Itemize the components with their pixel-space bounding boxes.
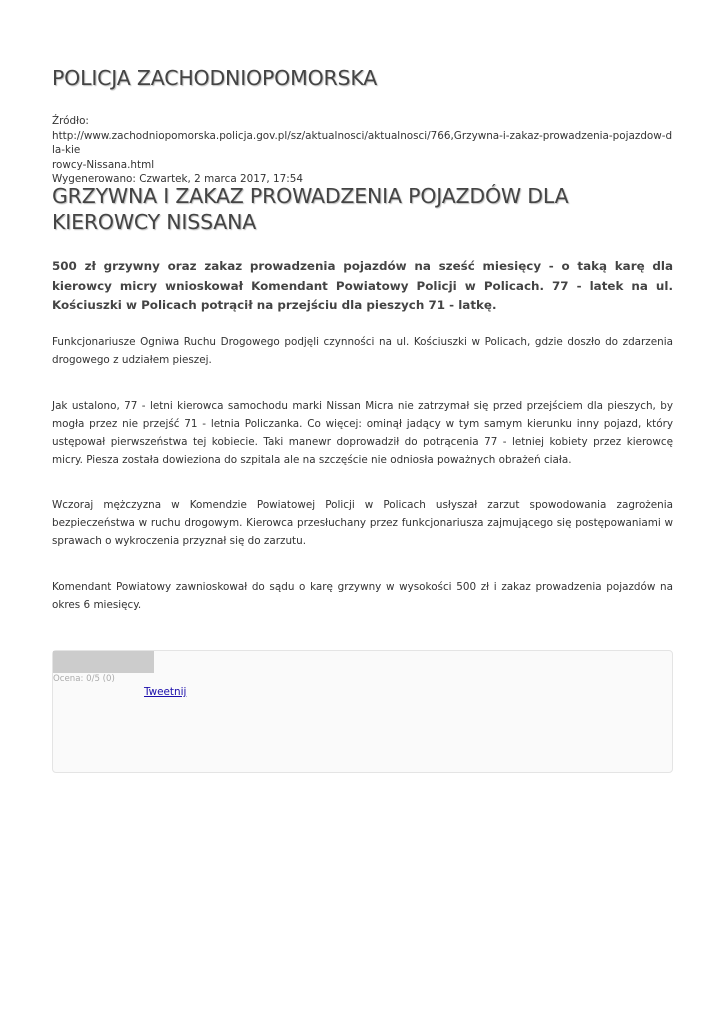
source-url-line-1: http://www.zachodniopomorska.policja.gov.pl/sz/aktualnosci/aktualnosci/766,Grzywna-i-zakaz-prowadzenia-pojazdow-dla-kie xyxy=(52,129,673,156)
rating-bar[interactable] xyxy=(53,651,154,673)
source-url-line-2: rowcy-Nissana.html xyxy=(52,158,155,171)
article-paragraph-1: Funkcjonariusze Ogniwa Ruchu Drogowego podjęli czynności na ul. Kościuszki w Policach, gdzie doszło do zdarzenia drogowego z udziałem pieszej. xyxy=(52,336,673,367)
article-paragraph-4: Komendant Powiatowy zawnioskował do sądu o karę grzywny w wysokości 500 zł i zakaz prowadzenia pojazdów na okres 6 miesięcy. xyxy=(52,581,673,612)
source-label: Źródło: xyxy=(52,115,89,127)
rating-text: Ocena: 0/5 (0) xyxy=(53,674,115,684)
article-lead: 500 zł grzywny oraz zakaz prowadzenia pojazdów na sześć miesięcy - o taką karę dla kierowcy micry wnioskował Komendant Powiatowy Policji w Policach. 77 - latek na ul. Kościuszki w Policach potrącił na przejściu dla pieszych 71 - latkę. xyxy=(52,259,673,312)
document-meta xyxy=(52,114,673,187)
tweet-link[interactable]: Tweetnij xyxy=(144,686,187,698)
article-title: GRZYWNA I ZAKAZ PROWADZENIA POJAZDÓW DLA KIEROWCY NISSANA xyxy=(52,184,569,234)
social-rating-box xyxy=(52,650,673,773)
generated-date: Wygenerowano: Czwartek, 2 marca 2017, 17:54 xyxy=(52,173,303,185)
article-paragraph-3: Wczoraj mężczyzna w Komendzie Powiatowej Policji w Policach usłyszał zarzut spowodowania zagrożenia bezpieczeństwa w ruchu drogowym. Kierowca przesłuchany przez funkcjonariusza zajmującego się postępowaniami w sprawach o wykroczenia przyznał się do zarzutu. xyxy=(52,499,673,548)
site-title: POLICJA ZACHODNIOPOMORSKA xyxy=(52,66,378,90)
article-paragraph-2: Jak ustalono, 77 - letni kierowca samochodu marki Nissan Micra nie zatrzymał się przed przejściem dla pieszych, by mogła przez nie przejść 71 - letnia Policzanka. Co więcej: ominął jadący w tym samym kierunku inny pojazd, który ustępował pierwszeństwa tej kobiecie. Taki manewr doprowadził do potrącenia 77 - letniej kobiety przez kierowcę micry. Piesza została dowieziona do szpitala ale na szczęście nie odniosła poważnych obrażeń ciała. xyxy=(52,400,673,467)
